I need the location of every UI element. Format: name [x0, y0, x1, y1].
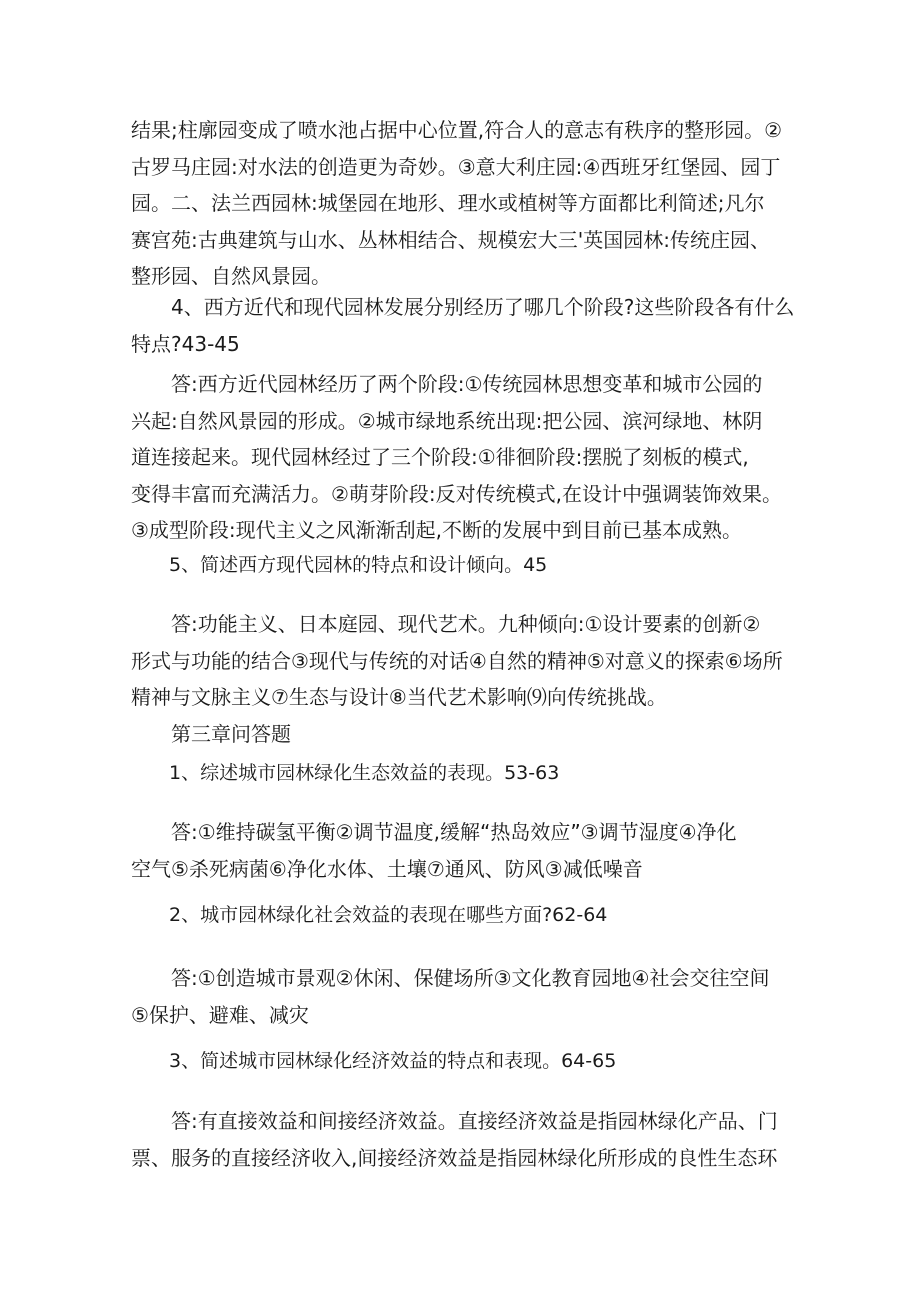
- question-4: [131, 289, 799, 362]
- text-line: 特点?43-45: [131, 331, 240, 356]
- answer-4: [131, 366, 799, 549]
- chapter3-question-3: [131, 1043, 799, 1080]
- text-line: 答:①创造城市景观②休闲、保健场所③文化教育园地④社会交往空间: [131, 966, 770, 990]
- text-line: 结果;柱廓园变成了喷水池占据中心位置,符合人的意志有秩序的整形园。②: [131, 118, 783, 142]
- text-line: 5、简述西方现代园林的特点和设计倾向。45: [131, 554, 548, 576]
- text-line: 答:①维持碳氢平衡②调节温度,缓解“热岛效应”③调节湿度④净化: [131, 820, 737, 844]
- text-line: 1、综述城市园林绿化生态效益的表现。53-63: [131, 762, 560, 784]
- text-line: 变得丰富而充满活力。②萌芽阶段:反对传统模式,在设计中强调装饰效果。: [131, 481, 783, 506]
- text-line: 形式与功能的结合③现代与传统的对话④自然的精神⑤对意义的探索⑥场所: [131, 648, 783, 673]
- chapter3-answer-2: [131, 960, 799, 1033]
- text-line: 整形园、自然风景园。: [131, 264, 331, 288]
- text-line: 2、城市园林绿化社会效益的表现在哪些方面?62-64: [131, 904, 608, 926]
- question-5: [131, 547, 799, 584]
- text-line: 精神与文脉主义⑦生态与设计⑧当代艺术影响⑼向传统挑战。: [131, 685, 667, 709]
- text-line: 赛宫苑:古典建筑与山水、丛林相结合、规模宏大三'英国园林:传统庄园、: [131, 227, 770, 252]
- text-line: 园。二、法兰西园林:城堡园在地形、理水或植树等方面都比利简述;凡尔: [131, 191, 765, 215]
- chapter3-answer-3: [131, 1103, 799, 1176]
- text-line: 空气⑤杀死病菌⑥净化水体、土壤⑦通风、防风③减低噪音: [131, 856, 643, 881]
- chapter-heading: 第三章问答题: [131, 721, 291, 746]
- continuation-paragraph: [131, 112, 799, 295]
- text-line: 道连接起来。现代园林经过了三个阶段:①徘徊阶段:摆脱了刻板的模式,: [131, 445, 749, 469]
- text-line: 古罗马庄园:对水法的创造更为奇妙。③意大利庄园:④西班牙红堡园、园丁: [131, 154, 781, 179]
- text-line: 答:功能主义、日本庭园、现代艺术。九种倾向:①设计要素的创新②: [131, 612, 761, 636]
- text-line: 4、西方近代和现代园林发展分别经历了哪几个阶段?这些阶段各有什么: [131, 295, 795, 319]
- text-line: 票、服务的直接经济收入,间接经济效益是指园林绿化所形成的良性生态环: [131, 1145, 778, 1170]
- text-line: 3、简述城市园林绿化经济效益的特点和表现。64-65: [131, 1050, 617, 1072]
- text-line: 答:西方近代园林经历了两个阶段:①传统园林思想变革和城市公园的: [131, 372, 763, 396]
- text-line: ⑤保护、避难、减灾: [131, 1002, 309, 1027]
- chapter3-question-2: [131, 897, 799, 934]
- chapter3-answer-1: [131, 814, 799, 887]
- text-line: ③成型阶段:现代主义之风渐渐刮起,不断的发展中到目前已基本成熟。: [131, 518, 743, 542]
- text-line: 答:有直接效益和间接经济效益。直接经济效益是指园林绿化产品、门: [131, 1109, 778, 1133]
- text-line: 兴起:自然风景园的形成。②城市绿地系统出现:把公园、滨河绿地、林阴: [131, 408, 763, 433]
- answer-5: [131, 606, 799, 752]
- chapter3-question-1: [131, 755, 799, 792]
